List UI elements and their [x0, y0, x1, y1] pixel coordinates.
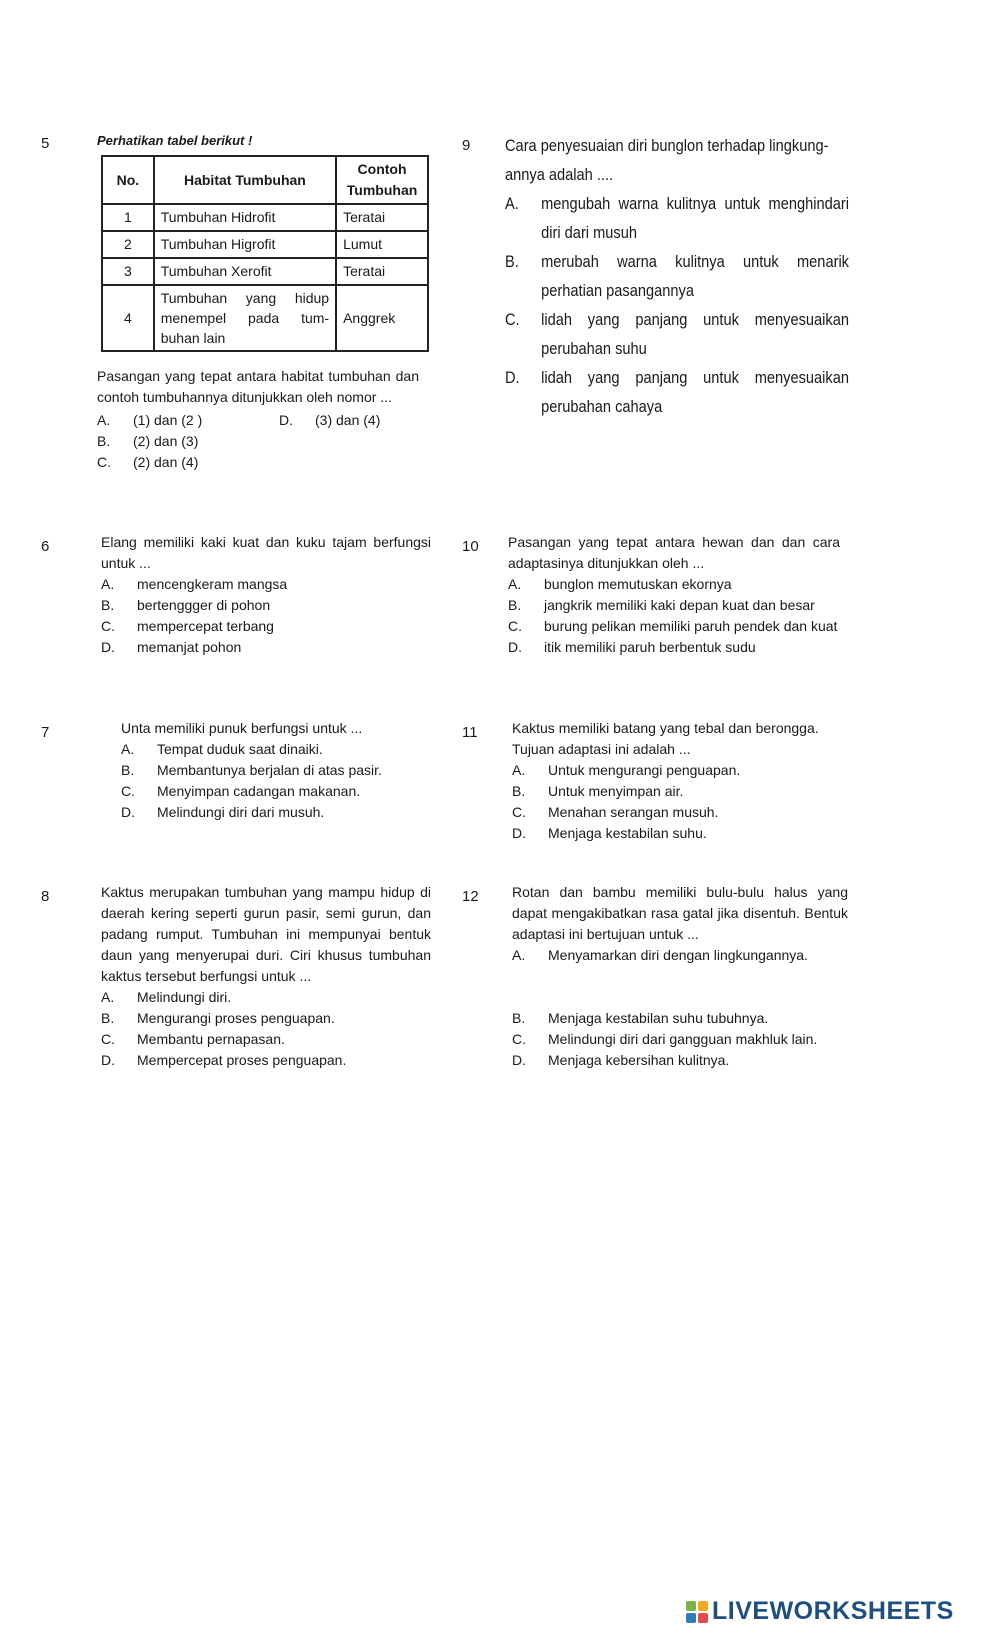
question-12 — [512, 882, 848, 1071]
option-text: Menjaga kestabilan suhu. — [548, 825, 707, 841]
option-letter: C. — [505, 310, 520, 329]
answer-option[interactable] — [279, 410, 380, 431]
option-text: mencengkeram mangsa — [137, 576, 288, 592]
logo-square — [698, 1601, 708, 1611]
question-text: Unta memiliki punuk berfungsi untuk ... — [121, 720, 363, 736]
logo-square — [686, 1613, 696, 1623]
answer-option[interactable] — [508, 574, 840, 595]
question-text: Elang memiliki kaki kuat dan kuku tajam berfungsi untuk ... — [101, 534, 431, 571]
table-cell: 4 — [102, 285, 154, 351]
question-text: Kaktus merupakan tumbuhan yang mampu hidup di daerah kering seperti gurun pasir, semi gurun, dan padang rumput. Tumbuhan ini mempunyai bentuk daun yang menyerupai duri. Ciri khusus tumbuhan kaktus tersebut berfungsi untuk ... — [101, 884, 431, 984]
option-text: lidah yang panjang untuk menyesuaikan perubahan suhu — [541, 310, 849, 358]
answer-option[interactable] — [97, 431, 279, 452]
option-text: (1) dan (2 ) — [133, 412, 203, 428]
table-row — [102, 258, 428, 285]
question-10 — [508, 532, 840, 658]
option-letter: B. — [508, 597, 522, 613]
option-letter: B. — [512, 783, 526, 799]
option-text: memanjat pohon — [137, 639, 242, 655]
table-cell: 1 — [102, 204, 154, 231]
question-8 — [101, 882, 431, 1071]
question-9 — [505, 131, 849, 421]
question-text: Cara penyesuaian diri bunglon terhadap lingkung-annya adalah .... — [505, 136, 829, 184]
logo-square — [686, 1601, 696, 1611]
question-number: 9 — [462, 137, 471, 154]
option-letter: D. — [279, 412, 293, 428]
answer-option[interactable] — [512, 781, 842, 802]
option-text: bunglon memutuskan ekornya — [544, 576, 732, 592]
table-header-cell: Habitat Tumbuhan — [154, 156, 336, 204]
liveworksheets-logo[interactable] — [686, 1597, 954, 1626]
table-cell: Teratai — [336, 204, 428, 231]
option-letter: B. — [101, 597, 115, 613]
option-letter: A. — [101, 576, 115, 592]
option-letter: D. — [101, 1052, 115, 1068]
option-letter: D. — [508, 639, 522, 655]
answer-option[interactable] — [505, 305, 849, 363]
option-text: Mengurangi proses penguapan. — [137, 1010, 335, 1026]
option-text: (2) dan (3) — [133, 433, 199, 449]
question-heading: Perhatikan tabel berikut ! — [97, 133, 253, 148]
question-text: Rotan dan bambu memiliki bulu-bulu halus yang dapat mengakibatkan rasa gatal jika disentuh. Bentuk adaptasi ini bertujuan untuk ... — [512, 884, 848, 942]
option-text: Mempercepat proses penguapan. — [137, 1052, 347, 1068]
option-letter: B. — [97, 433, 111, 449]
table-header-row — [102, 156, 428, 204]
option-text: burung pelikan memiliki paruh pendek dan kuat — [544, 618, 838, 634]
option-text: Tempat duduk saat dinaiki. — [157, 741, 323, 757]
option-letter: A. — [121, 741, 135, 757]
option-text: Menyamarkan diri dengan lingkungannya. — [548, 947, 808, 963]
table-cell: Tumbuhan Hidrofit — [154, 204, 336, 231]
option-letter: A. — [97, 412, 111, 428]
question-number: 5 — [41, 135, 50, 152]
answer-option[interactable] — [97, 410, 279, 431]
table-cell: 2 — [102, 231, 154, 258]
answer-option[interactable] — [101, 1050, 431, 1071]
option-letter: A. — [508, 576, 522, 592]
answer-option[interactable] — [512, 823, 842, 844]
table-row — [102, 285, 428, 351]
option-text: Untuk menyimpan air. — [548, 783, 684, 799]
answer-option[interactable] — [101, 1029, 431, 1050]
option-text: (2) dan (4) — [133, 454, 199, 470]
answer-option[interactable] — [101, 1008, 431, 1029]
liveworksheets-logo-icon — [686, 1601, 708, 1623]
answer-option[interactable] — [121, 760, 431, 781]
option-letter: C. — [512, 804, 526, 820]
answer-option[interactable] — [508, 595, 840, 616]
question-7 — [121, 718, 431, 823]
option-letter: A. — [505, 194, 519, 213]
answer-option[interactable] — [512, 760, 842, 781]
option-letter: B. — [512, 1010, 526, 1026]
answer-option[interactable] — [512, 1050, 848, 1071]
answer-option[interactable] — [505, 189, 849, 247]
table-cell: Tumbuhan Higrofit — [154, 231, 336, 258]
option-text: lidah yang panjang untuk menyesuaikan perubahan cahaya — [541, 368, 849, 416]
option-text: Menyimpan cadangan makanan. — [157, 783, 361, 799]
answer-option[interactable] — [121, 781, 431, 802]
option-text: Melindungi diri dari musuh. — [157, 804, 325, 820]
option-text: Menjaga kebersihan kulitnya. — [548, 1052, 730, 1068]
option-text: Melindungi diri. — [137, 989, 232, 1005]
answer-option[interactable] — [505, 247, 849, 305]
answer-option[interactable] — [101, 595, 431, 616]
option-letter: C. — [512, 1031, 526, 1047]
option-letter: B. — [505, 252, 519, 271]
option-letter: C. — [121, 783, 135, 799]
option-letter: D. — [512, 1052, 526, 1068]
option-text: merubah warna kulitnya untuk menarik perhatian pasangannya — [541, 252, 849, 300]
answer-option[interactable] — [121, 739, 431, 760]
option-text: itik memiliki paruh berbentuk sudu — [544, 639, 756, 655]
option-letter: A. — [512, 947, 526, 963]
option-letter: D. — [505, 368, 520, 387]
answer-option[interactable] — [505, 363, 849, 421]
option-letter: B. — [101, 1010, 115, 1026]
table-header-cell: Contoh Tumbuhan — [336, 156, 428, 204]
option-letter: A. — [101, 989, 115, 1005]
question-number: 12 — [462, 888, 479, 905]
logo-square — [698, 1613, 708, 1623]
table-cell: Anggrek — [336, 285, 428, 351]
answer-option[interactable] — [101, 987, 431, 1008]
question-5 — [97, 130, 419, 473]
question-number: 7 — [41, 724, 50, 741]
option-letter: D. — [101, 639, 115, 655]
option-text: Membantunya berjalan di atas pasir. — [157, 762, 382, 778]
answer-option[interactable] — [101, 574, 431, 595]
table-cell: Tumbuhan yang hidup menempel pada tum-buhan lain — [154, 285, 336, 351]
answer-option[interactable] — [512, 1008, 848, 1029]
answer-option[interactable] — [97, 452, 279, 473]
option-letter: C. — [97, 454, 111, 470]
answer-option[interactable] — [508, 637, 840, 658]
question-number: 8 — [41, 888, 50, 905]
question-11 — [512, 718, 842, 844]
option-letter: C. — [101, 1031, 115, 1047]
answer-option[interactable] — [512, 802, 842, 823]
table-cell: 3 — [102, 258, 154, 285]
option-letter: C. — [101, 618, 115, 634]
option-text: bertenggger di pohon — [137, 597, 271, 613]
question-number: 6 — [41, 538, 50, 555]
answer-option[interactable] — [101, 637, 431, 658]
option-text: mempercepat terbang — [137, 618, 274, 634]
option-letter: C. — [508, 618, 522, 634]
option-letter: B. — [121, 762, 135, 778]
option-text: Melindungi diri dari gangguan makhluk lain. — [548, 1031, 818, 1047]
question-text: Pasangan yang tepat antara hewan dan dan cara adaptasinya ditunjukkan oleh ... — [508, 534, 840, 571]
table-cell: Teratai — [336, 258, 428, 285]
option-text: Menjaga kestabilan suhu tubuhnya. — [548, 1010, 769, 1026]
answer-option[interactable] — [508, 616, 840, 637]
option-text: Menahan serangan musuh. — [548, 804, 719, 820]
option-letter: A. — [512, 762, 526, 778]
option-text: (3) dan (4) — [315, 412, 381, 428]
answer-option[interactable] — [121, 802, 431, 823]
option-text: jangkrik memiliki kaki depan kuat dan besar — [544, 597, 815, 613]
option-text: mengubah warna kulitnya untuk menghindari diri dari musuh — [541, 194, 849, 242]
option-letter: D. — [512, 825, 526, 841]
table-row — [102, 204, 428, 231]
question-text: Kaktus memiliki batang yang tebal dan berongga. Tujuan adaptasi ini adalah ... — [512, 720, 819, 757]
question-number: 10 — [462, 538, 479, 555]
option-text: Untuk mengurangi penguapan. — [548, 762, 741, 778]
table-header-cell: No. — [102, 156, 154, 204]
answer-option[interactable] — [512, 945, 848, 966]
question-number: 11 — [462, 724, 478, 741]
option-letter: D. — [121, 804, 135, 820]
logo-text: LIVEWORKSHEETS — [712, 1597, 954, 1625]
habitat-table — [101, 155, 429, 352]
answer-option[interactable] — [512, 1029, 848, 1050]
answer-option[interactable] — [101, 616, 431, 637]
question-6 — [101, 532, 431, 658]
table-cell: Tumbuhan Xerofit — [154, 258, 336, 285]
table-cell: Lumut — [336, 231, 428, 258]
question-text: Pasangan yang tepat antara habitat tumbuhan dan contoh tumbuhannya ditunjukkan oleh nomor ... — [97, 368, 419, 405]
option-text: Membantu pernapasan. — [137, 1031, 285, 1047]
table-row — [102, 231, 428, 258]
